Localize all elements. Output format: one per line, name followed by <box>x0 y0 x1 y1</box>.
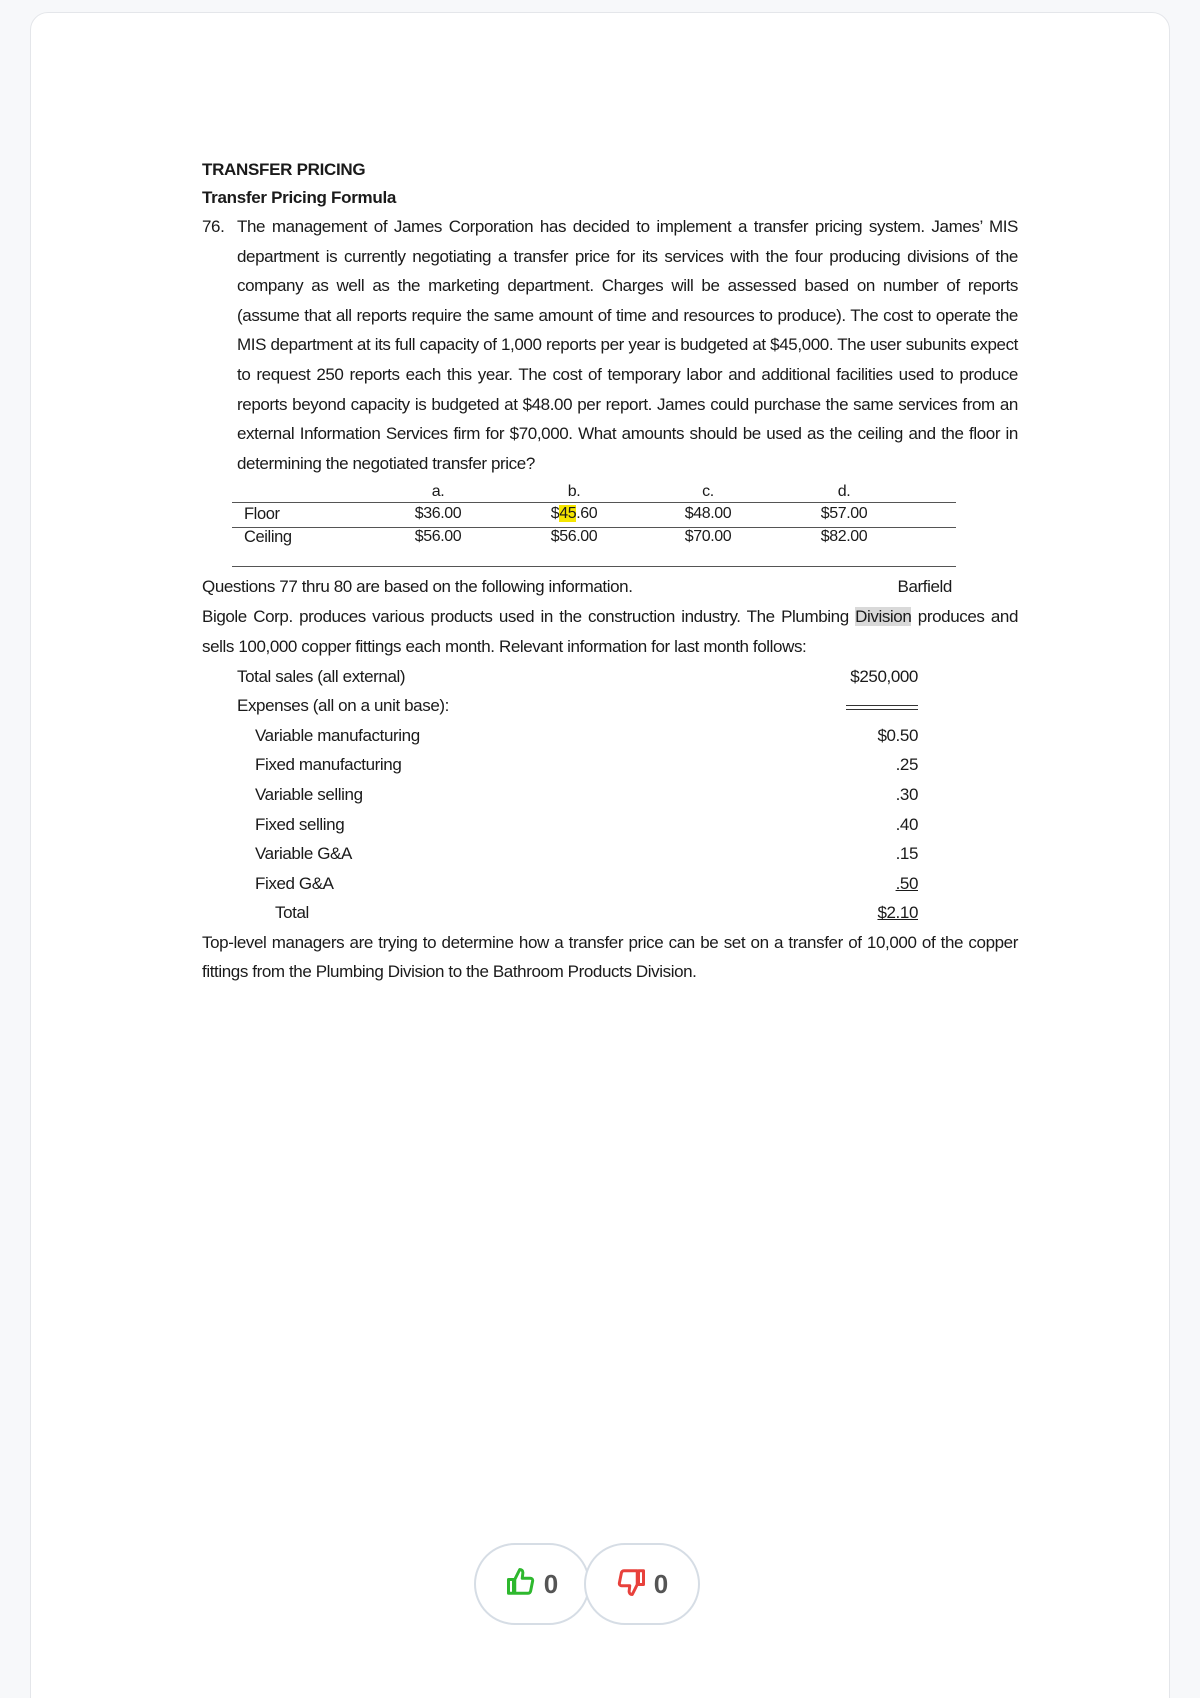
floor-value-c: $48.00 <box>684 505 732 523</box>
ceiling-value-c: $70.00 <box>684 528 732 546</box>
choice-letter-a: a. <box>431 483 445 501</box>
upvote-button[interactable] <box>474 1543 590 1625</box>
info-paragraph: Bigole Corp. produces various products used in the construction industry. The Plumbing Division produces and sells 100,000 copper fittings each month. Relevant information for last month follows: <box>202 607 1019 656</box>
choice-letter-c: c. <box>702 483 714 501</box>
ceiling-value-b: $56.00 <box>550 528 598 546</box>
fin-row: Variable selling .30 <box>255 784 918 804</box>
upvote-count: 0 <box>543 1568 559 1599</box>
info-source: Barfield <box>897 577 952 597</box>
question-76 <box>202 212 1018 478</box>
info-intro: Questions 77 thru 80 are based on the following information. <box>202 577 633 597</box>
closing-paragraph: Top-level managers are trying to determine how a transfer price can be set on a transfer of 10,000 of the copper fittings from the Plumbing Division to the Bathroom Products Division. <box>202 932 1018 982</box>
financial-table <box>202 662 1018 928</box>
floor-value-d: $57.00 <box>820 505 868 523</box>
ceiling-value-d: $82.00 <box>820 528 868 546</box>
highlight-mark: Division <box>855 607 912 627</box>
highlight-mark: 45 <box>559 505 577 523</box>
section-subheading: Transfer Pricing Formula <box>202 188 397 207</box>
fin-row: Fixed selling .40 <box>255 814 918 834</box>
thumbs-down-icon <box>616 1567 646 1602</box>
thumbs-up-icon <box>506 1567 536 1602</box>
downvote-button[interactable] <box>584 1543 700 1625</box>
fin-row: Variable manufacturing $0.50 <box>255 725 918 745</box>
fin-row-total: Total $2.10 <box>275 903 918 923</box>
ceiling-label: Ceiling <box>244 528 292 547</box>
vote-widget <box>474 1543 700 1625</box>
floor-label: Floor <box>244 505 280 524</box>
question-number: 76. <box>202 217 225 236</box>
table-rule <box>232 566 956 567</box>
double-underline <box>846 705 918 710</box>
floor-value-b: $45.60 <box>550 505 598 523</box>
choice-letter-b: b. <box>567 483 581 501</box>
downvote-count: 0 <box>653 1568 669 1599</box>
fin-row: Fixed manufacturing .25 <box>255 755 918 775</box>
choice-letter-d: d. <box>837 483 851 501</box>
info-header <box>202 572 1018 602</box>
section-heading: TRANSFER PRICING <box>202 160 366 179</box>
fin-row: Fixed G&A .50 <box>255 873 918 893</box>
fin-row: Variable G&A .15 <box>255 844 918 864</box>
document-body <box>202 156 1018 987</box>
question-text: The management of James Corporation has decided to implement a transfer pricing system. James’ MIS department is currently negotiating a transfer price for its services with the four producing divisions of the company as well as the marketing department. Charges will be assessed based on number of reports (assume that all reports require the same amount of time and resources to produce). The cost to operate the MIS department at its full capacity of 1,000 reports per year is budgeted at $45,000. The user subunits expect to request 250 reports each this year. The cost of temporary labor and additional facilities used to produce reports beyond capacity is budgeted at $48.00 per report. James could purchase the same services from an external Information Services firm for $70,000. What amounts should be used as the ceiling and the floor in determining the negotiated transfer price? <box>237 217 1018 473</box>
floor-value-a: $36.00 <box>414 505 462 523</box>
ceiling-value-a: $56.00 <box>414 528 462 546</box>
fin-row: Expenses (all on a unit base): <box>202 691 1018 721</box>
fin-row: Total sales (all external) $250,000 <box>237 666 918 686</box>
answer-choices-table <box>232 480 956 570</box>
